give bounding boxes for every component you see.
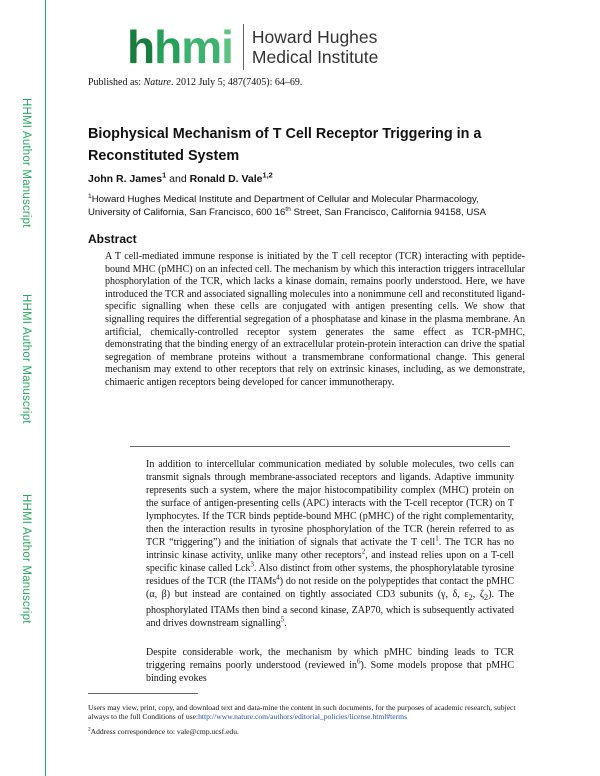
license-link[interactable]: http://www.nature.com/authors/editorial_policies/license.html#terms [198, 712, 408, 721]
footnote-correspondence: $^2$Address correspondence to: vale@cmp.ucsf.edu. [88, 726, 239, 736]
section-divider [130, 446, 510, 447]
logo-divider [243, 24, 244, 70]
hhmi-logo-mark: hhmi [127, 21, 233, 73]
hhmi-logo-text: Howard Hughes Medical Institute [251, 27, 379, 67]
author-james: John R. James [88, 173, 163, 185]
footnote-rule [88, 693, 198, 694]
abstract-heading: Abstract [88, 232, 137, 246]
sidebar-rule [45, 0, 46, 776]
publication-info: Published as: Nature. 2012 July 5; 487(7405): 64–69. [88, 77, 303, 88]
journal-name: Nature [143, 77, 171, 88]
sidebar-label-middle: HHMI Author Manuscript [20, 294, 32, 424]
body-paragraph-2: Despite considerable work, the mechanism by which pMHC binding leads to TCR triggering remains poorly understood (reviewed $in^6$). Some models propose that pMHC binding evokes [146, 647, 515, 684]
hhmi-logo [127, 22, 378, 72]
abstract-text: A T cell-mediated immune response is initiated by the T cell receptor (TCR) interacting with peptide-bound MHC (pMHC) on an infected cell. The mechanism by which this interaction triggers intracellular phosphorylation of the TCR, which lacks a kinase domain, remains poorly understood. Here, we have introduced the TCR and associated signalling molecules into a nonimmune cell and reconstituted ligand-specific signalling when these cells are conjugated with antigen presenting cells. We show that signalling requires the differential segregation of a phosphatase and kinase in the plasma membrane. An artificial, chemically-controlled receptor system generates the same effect as TCR-pMHC, demonstrating that the binding energy of an extracellular protein-protein interaction can drive the spatial segregation of membrane proteins without a transmembrane conformational change. This general mechanism may extend to other receptors that rely on extrinsic kinases, including, as we demonstrate, chimaeric antigen receptors being developed for cancer immunotherapy. [105, 251, 525, 388]
sidebar-label-bottom: HHMI Author Manuscript [20, 494, 32, 624]
footnote-usage: Users may view, print, copy, and download text and data-mine the content in such documents, for the purposes of academic research, subject always to the full Conditions of use:http://www.nature.com/authors/editorial_policies/license.html#terms [88, 703, 516, 721]
affiliation: $^1$Howard Hughes Medical Institute and Department of Cellular and Molecular Pharmacology, University of California, San Francisco, 600 16th Street, San Francisco, California 94158, USA [88, 192, 487, 218]
body-paragraph-1: In addition to intercellular communication mediated by soluble molecules, two cells can transmit signals through membrane-associated receptors and ligands. Adaptive immunity represents such a system, where the major histocompatibility complex (MHC) protein on the surface of antigen-presenting cells (APC) interacts with the T-cell receptor (TCR) on T lymphocytes. If the TCR binds peptide-bound MHC (pMHC) of the right complementarity, then the interaction results in tyrosine phosphorylation of the TCR (herein referred to as TCR “triggering”) and the initiation of signals that activate the T cell$^1$. The TCR has no intrinsic kinase activity, unlike many other receptors$^2$, and instead relies upon on a T-cell specific kinase called Lck$^3$. Also distinct from other systems, the phosphorylatable tyrosine residues of the TCR (the ITAMs$^4$) do not reside on the polypeptides that contact the pMHC (α, β) but instead are contained on tightly associated CD3 subunits (γ, δ, $\varepsilon_2$, $\zeta_2$). The phosphorylated ITAMs then bind a second kinase, ZAP70, which is subsequently activated and drives downstream signalling$^5$. [146, 459, 515, 629]
author-vale: Ronald D. Vale [189, 173, 263, 185]
sidebar-label-top: HHMI Author Manuscript [20, 98, 32, 228]
paper-title: Biophysical Mechanism of T Cell Receptor Triggering in a Reconstituted System [88, 126, 482, 164]
author-list: John R. James$^1$ and Ronald D. Vale$^{1,2}$ [88, 170, 273, 185]
